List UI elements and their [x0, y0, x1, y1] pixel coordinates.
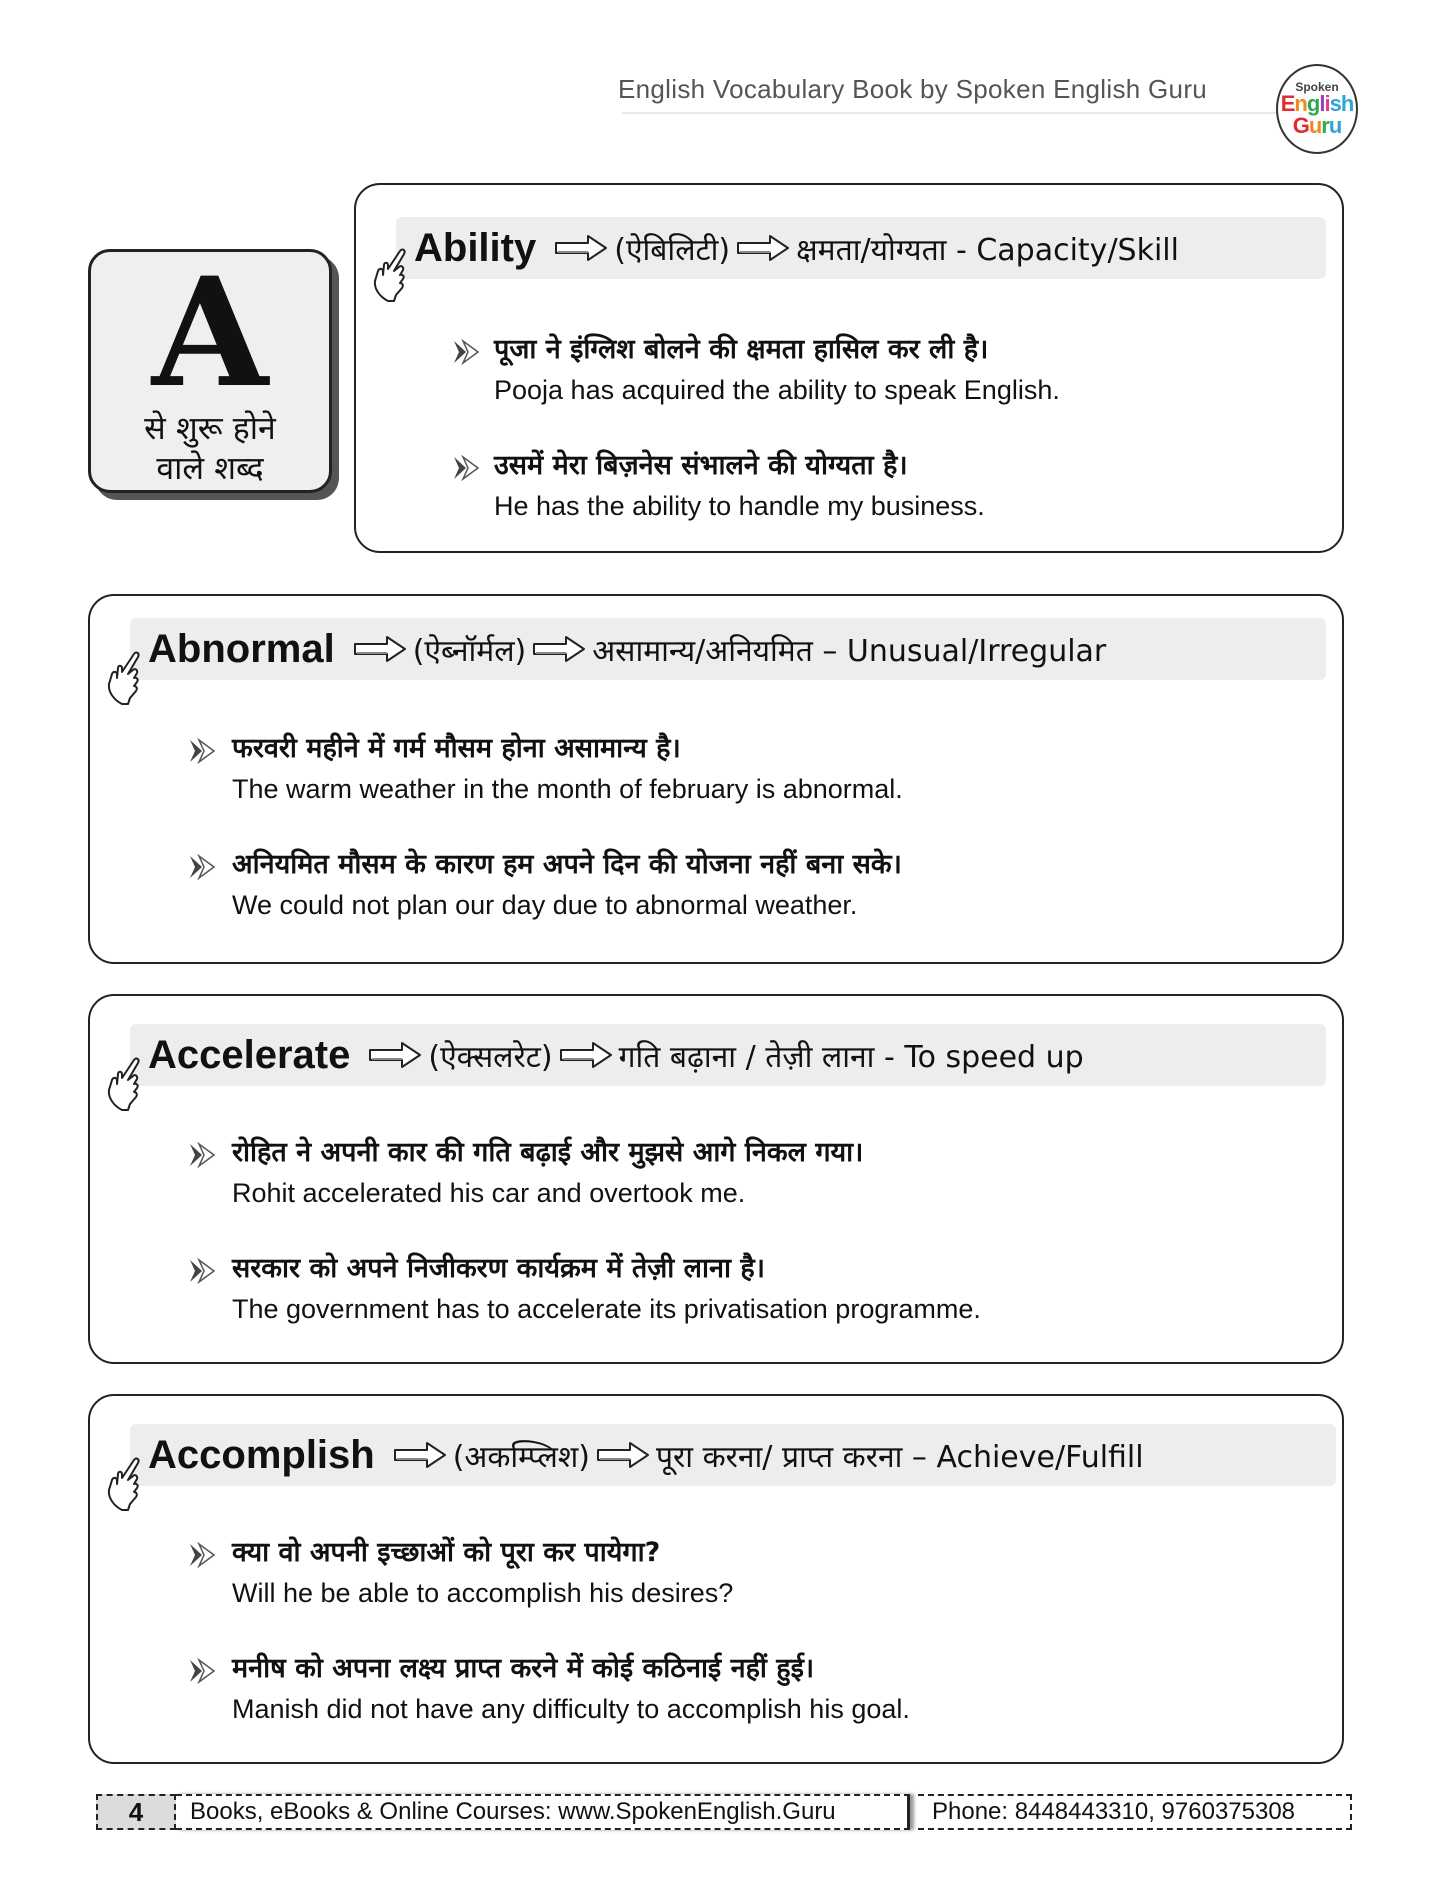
- arrow-icon: [368, 1040, 422, 1070]
- pointing-hand-icon: [104, 1454, 150, 1512]
- example-hindi: क्या वो अपनी इच्छाओं को पूरा कर पायेगा?: [232, 1537, 661, 1568]
- arrow-icon: [736, 233, 790, 263]
- example-hindi: रोहित ने अपनी कार की गति बढ़ाई और मुझसे आगे निकल गया।: [232, 1137, 864, 1168]
- double-chevron-icon: [188, 738, 218, 764]
- double-chevron-icon: [188, 1658, 218, 1684]
- pronunciation: (ऐक्सलरेट): [428, 1039, 553, 1075]
- vocab-word: Ability: [414, 225, 537, 270]
- example-hindi: मनीष को अपना लक्ष्य प्राप्त करने में कोई कठिनाई नहीं हुई।: [232, 1653, 815, 1684]
- example-english: The warm weather in the month of february is abnormal.: [232, 774, 903, 804]
- arrow-icon: [532, 634, 586, 664]
- letter-badge: [88, 245, 332, 493]
- pointing-hand-icon: [104, 1054, 150, 1112]
- double-chevron-icon: [452, 339, 482, 365]
- section-subtitle-line-1: से शुरू होने: [144, 409, 276, 447]
- example-english: Will he be able to accomplish his desires?: [232, 1578, 734, 1608]
- footer-website-link[interactable]: Books, eBooks & Online Courses: www.SpokenEnglish.Guru: [176, 1794, 910, 1830]
- pronunciation: (ऐबिलिटी): [614, 232, 731, 268]
- pointing-hand-icon: [370, 245, 416, 303]
- logo-line-2: English: [1280, 91, 1354, 116]
- example-hindi: उसमें मेरा बिज़नेस संभालने की योग्यता है।: [494, 450, 908, 481]
- double-chevron-icon: [188, 1542, 218, 1568]
- page-number: 4: [96, 1794, 176, 1830]
- logo-line-3: Guru: [1292, 113, 1342, 138]
- vocab-card-ability: [354, 183, 1344, 553]
- page-footer: [96, 1794, 1352, 1830]
- footer-phone: Phone: 8448443310, 9760375308: [918, 1794, 1352, 1830]
- example-hindi: फरवरी महीने में गर्म मौसम होना असामान्य है।: [232, 733, 681, 764]
- pronunciation: (अकम्प्लिश): [452, 1439, 590, 1475]
- double-chevron-icon: [188, 1142, 218, 1168]
- brand-logo: [1276, 64, 1358, 154]
- example-english: We could not plan our day due to abnormal weather.: [232, 890, 858, 920]
- example-english: The government has to accelerate its privatisation programme.: [232, 1294, 981, 1324]
- vocab-card-accomplish: [88, 1394, 1344, 1764]
- pointing-hand-icon: [104, 648, 150, 706]
- arrow-icon: [559, 1040, 613, 1070]
- example-english: Manish did not have any difficulty to accomplish his goal.: [232, 1694, 910, 1724]
- arrow-icon: [596, 1440, 650, 1470]
- meaning: गति बढ़ाना / तेज़ी लाना - To speed up: [618, 1039, 1084, 1075]
- word-header: [130, 618, 1326, 680]
- section-letter: A: [151, 245, 269, 421]
- vocab-word: Accomplish: [148, 1432, 375, 1477]
- header-divider: [622, 112, 1282, 114]
- meaning: पूरा करना/ प्राप्त करना – Achieve/Fulfill: [655, 1439, 1144, 1475]
- word-header: [130, 1024, 1326, 1086]
- word-header: [130, 1424, 1336, 1486]
- arrow-icon: [353, 634, 407, 664]
- word-header: [396, 217, 1326, 279]
- meaning: असामान्य/अनियमित – Unusual/Irregular: [592, 633, 1107, 669]
- example-hindi: अनियमित मौसम के कारण हम अपने दिन की योजना नहीं बना सके।: [232, 849, 902, 880]
- double-chevron-icon: [188, 854, 218, 880]
- vocab-card-accelerate: [88, 994, 1344, 1364]
- logo-line-1: Spoken: [1295, 80, 1339, 94]
- pronunciation: (ऐब्नॉर्मल): [412, 633, 527, 669]
- example-hindi: सरकार को अपने निजीकरण कार्यक्रम में तेज़ी लाना है।: [232, 1253, 765, 1284]
- vocab-card-abnormal: [88, 594, 1344, 964]
- example-hindi: पूजा ने इंग्लिश बोलने की क्षमता हासिल कर ली है।: [494, 334, 989, 365]
- example-english: Rohit accelerated his car and overtook me.: [232, 1178, 746, 1208]
- double-chevron-icon: [452, 455, 482, 481]
- meaning: क्षमता/योग्यता - Capacity/Skill: [796, 232, 1179, 268]
- arrow-icon: [393, 1440, 447, 1470]
- header-title: English Vocabulary Book by Spoken English Guru: [618, 74, 1208, 104]
- vocab-word: Abnormal: [148, 626, 335, 671]
- vocab-word: Accelerate: [148, 1032, 351, 1077]
- arrow-icon: [554, 233, 608, 263]
- example-english: He has the ability to handle my business.: [494, 491, 985, 521]
- example-english: Pooja has acquired the ability to speak English.: [494, 375, 1060, 405]
- section-subtitle-line-2: वाले शब्द: [156, 449, 264, 487]
- double-chevron-icon: [188, 1258, 218, 1284]
